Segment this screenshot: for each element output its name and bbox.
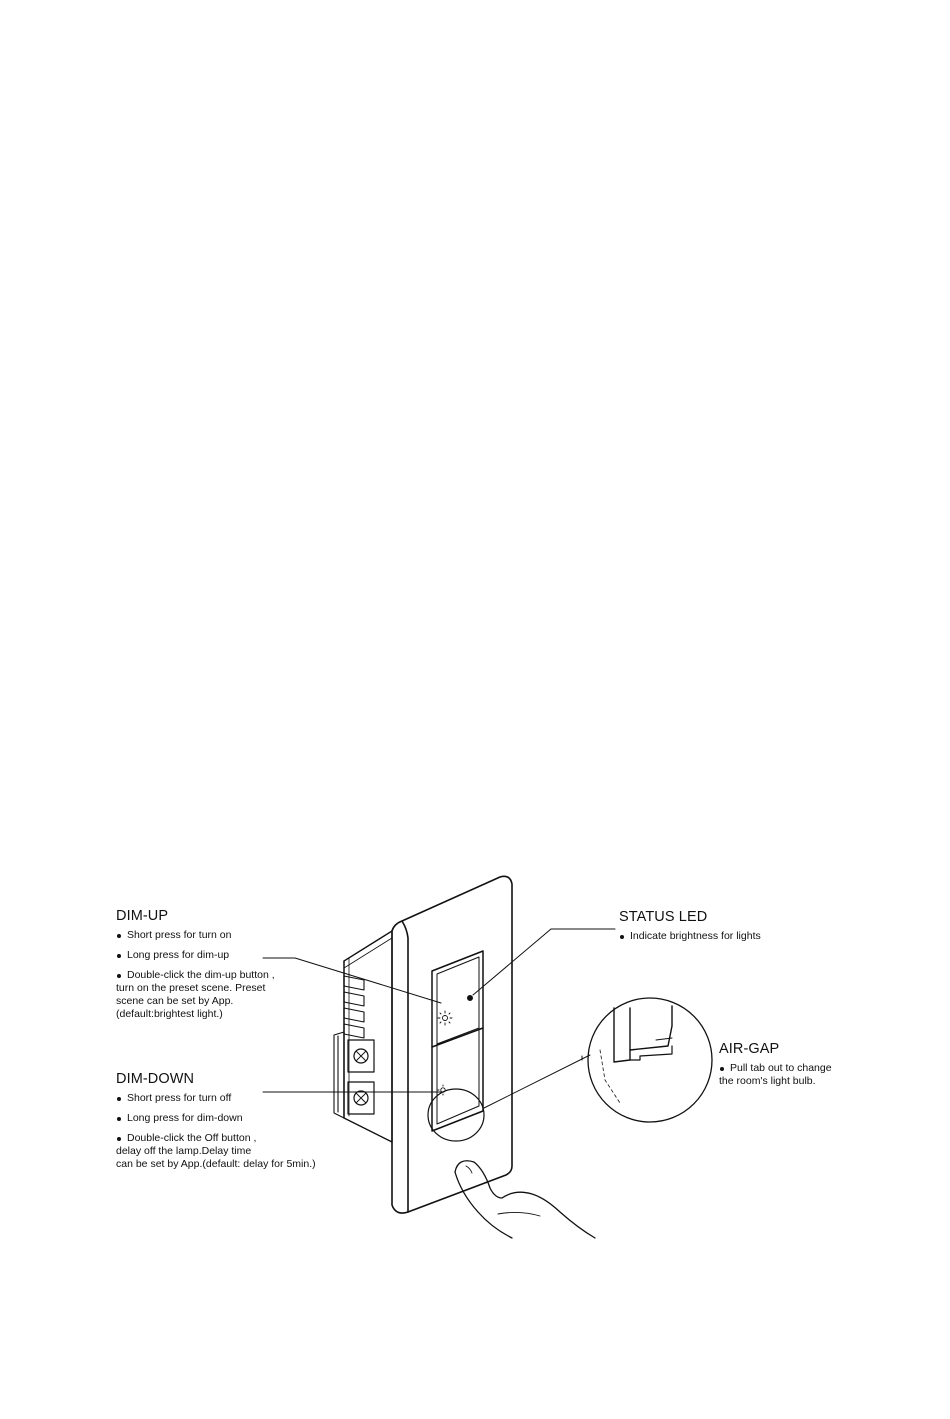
air-gap-callout <box>719 1040 832 1095</box>
dim-up-callout <box>116 907 275 1028</box>
air-gap-bullet <box>719 1062 832 1088</box>
dim-down-bullet-text: can be set by App.(default: delay for 5min.) <box>116 1158 316 1170</box>
air-gap-highlight-circle <box>428 1089 484 1141</box>
dim-down-bullet-text: Short press for turn off <box>127 1092 232 1104</box>
status-led-callout <box>619 908 761 950</box>
air-gap-bullet-text: Pull tab out to change <box>730 1062 832 1074</box>
switch-body <box>344 931 392 1142</box>
leader-lines <box>263 929 615 1108</box>
dim-up-bullet-text: scene can be set by App. <box>116 995 234 1007</box>
air-gap-detail-view <box>588 998 712 1122</box>
status-led-bullet-text: Indicate brightness for lights <box>630 930 761 942</box>
dim-up-heading: DIM-UP <box>116 908 169 924</box>
terminal-screws <box>348 1040 374 1114</box>
wall-plate <box>392 876 512 1213</box>
dim-down-bullet-text: Double-click the Off button , <box>127 1132 257 1144</box>
air-gap-bullet-text: the room's light bulb. <box>719 1075 816 1087</box>
dim-up-bullet <box>116 949 275 962</box>
dim-down-callout <box>116 1070 316 1178</box>
status-led-bullet <box>619 930 761 943</box>
dim-up-bullet-text: turn on the preset scene. Preset <box>116 982 266 994</box>
dim-up-bullet-text: (default:brightest light.) <box>116 1008 223 1020</box>
dim-down-bullet-text: Long press for dim-down <box>127 1112 243 1124</box>
rocker-buttons <box>432 951 483 1131</box>
dim-down-heading: DIM-DOWN <box>116 1071 195 1087</box>
dim-up-bullet-text: Double-click the dim-up button , <box>127 969 275 981</box>
heat-fins <box>344 976 364 1038</box>
dim-down-bullet <box>116 1112 316 1125</box>
dim-down-bullet <box>116 1092 316 1105</box>
status-led-dot <box>468 996 473 1001</box>
dim-up-bullet <box>116 969 275 1021</box>
brightness-up-icon <box>438 1011 452 1025</box>
dim-up-bullet-text: Short press for turn on <box>127 929 232 941</box>
dim-down-bullet-text: delay off the lamp.Delay time <box>116 1145 252 1157</box>
dim-up-bullet-text: Long press for dim-up <box>127 949 230 961</box>
dim-up-bullet <box>116 929 275 942</box>
ground-clip <box>334 1032 344 1118</box>
status-led-heading: STATUS LED <box>619 909 708 925</box>
air-gap-heading: AIR-GAP <box>719 1041 780 1057</box>
pressing-hand <box>455 1161 595 1238</box>
dim-down-bullet <box>116 1132 316 1171</box>
